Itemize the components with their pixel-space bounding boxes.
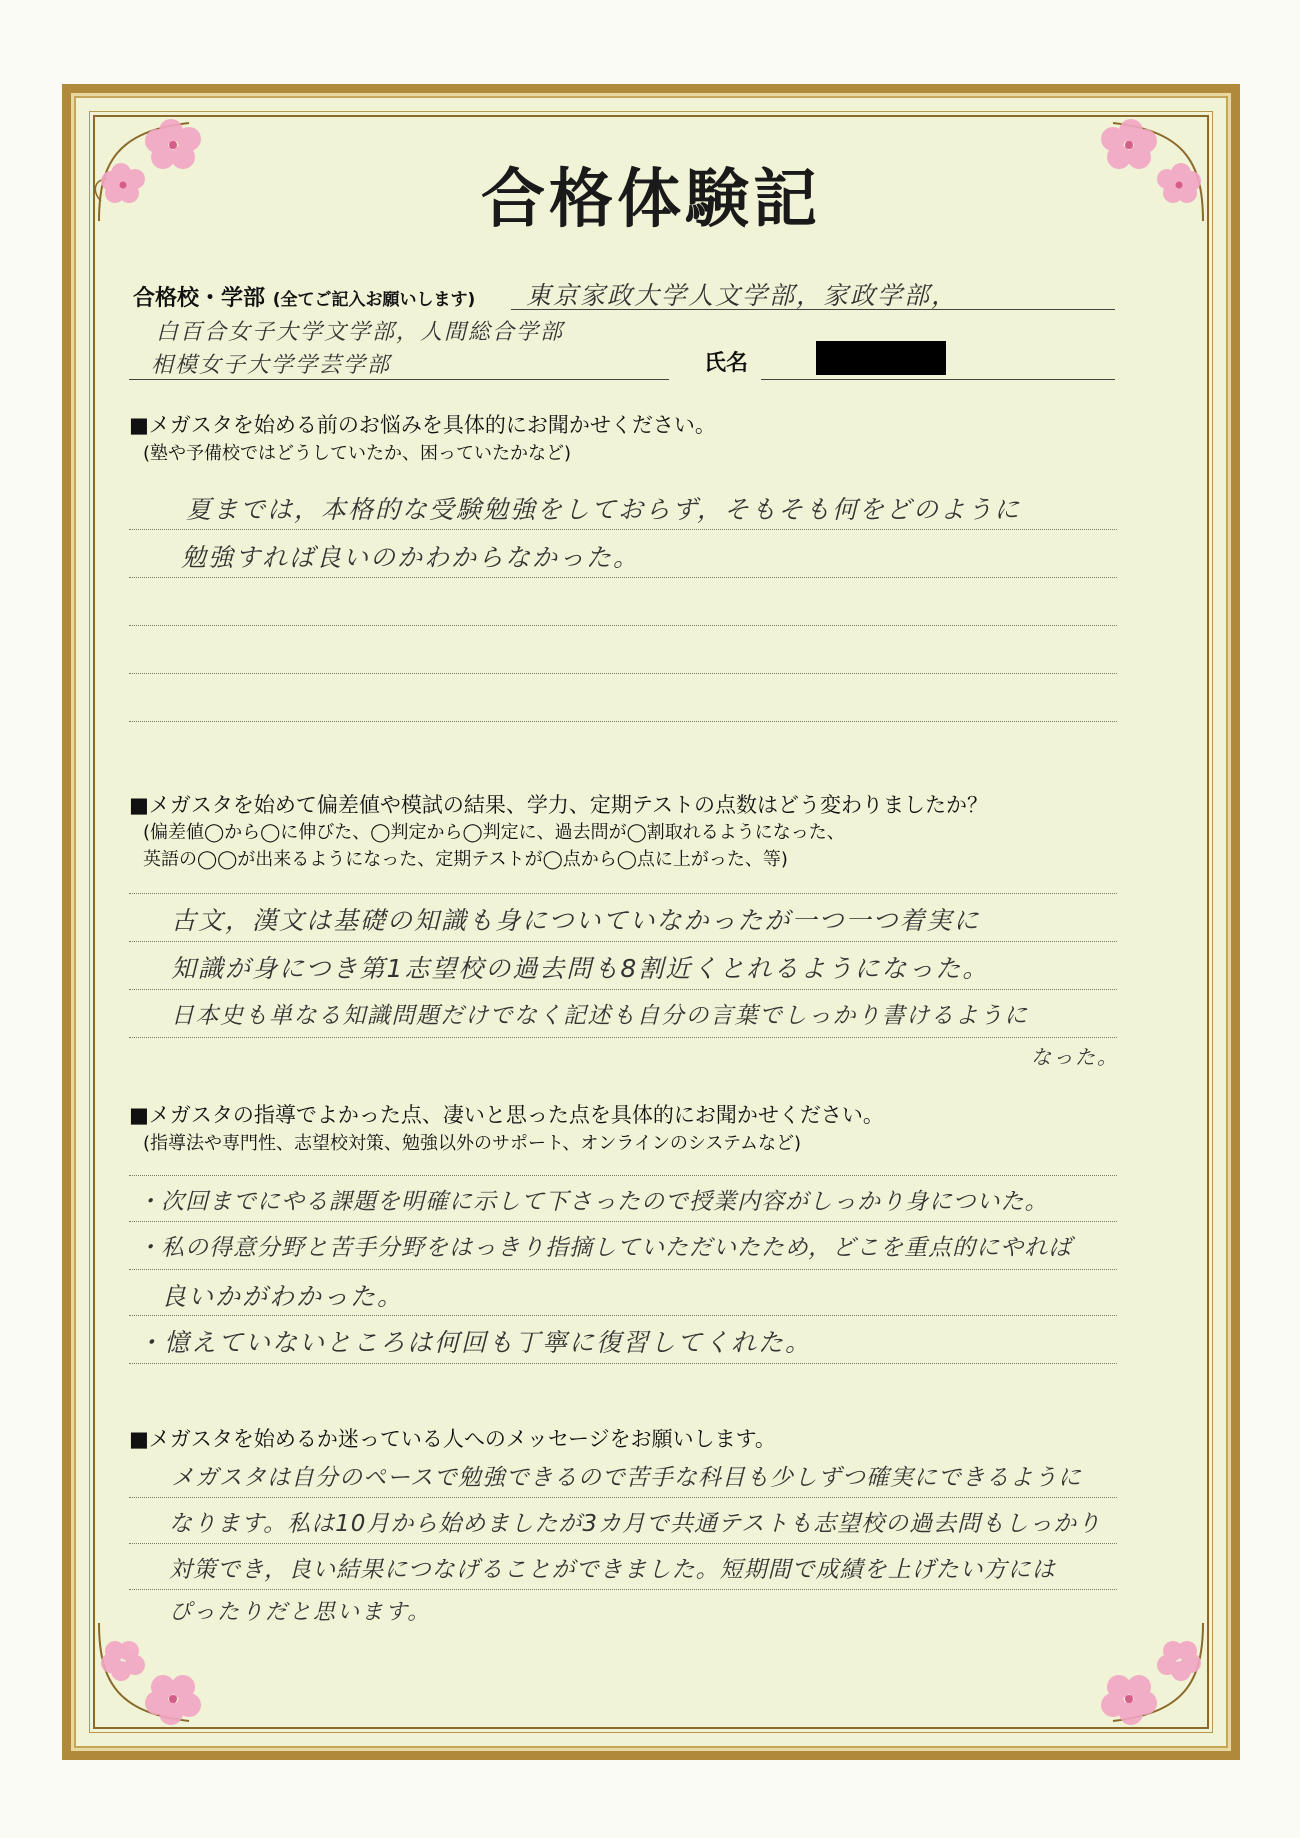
answer-line <box>129 1269 1117 1270</box>
answer-1-line-1: 夏までは，本格的な受験勉強をしておらず，そもそも何をどのように <box>186 495 1022 524</box>
redacted-name <box>816 341 946 375</box>
name-underline <box>761 379 1115 380</box>
answer-4-line-4: ぴったりだと思います。 <box>169 1600 432 1625</box>
answer-3-line-1: ・次回までにやる課題を明確に示して下さったので授業内容がしっかり身についた。 <box>137 1189 1049 1215</box>
cherry-blossom-ornament-icon <box>79 1613 209 1743</box>
answer-line <box>129 1543 1117 1544</box>
school-label-text: 合格校・学部 <box>133 286 266 311</box>
answer-line <box>129 1497 1117 1498</box>
answer-line <box>129 1589 1117 1590</box>
answer-line <box>129 893 1117 894</box>
answer-line <box>129 1037 1117 1038</box>
answer-line <box>129 1221 1117 1222</box>
answer-line <box>129 673 1117 674</box>
question-4: ■メガスタを始めるか迷っている人へのメッセージをお願いします。 <box>129 1427 776 1451</box>
answer-line <box>129 625 1117 626</box>
answer-line <box>129 1315 1117 1316</box>
school-line-3: 相模女子大学学芸学部 <box>151 353 392 378</box>
school-line-1: 東京家政大学人文学部，家政学部， <box>526 281 959 310</box>
answer-line <box>129 1175 1117 1176</box>
cherry-blossom-ornament-icon <box>1093 1613 1223 1743</box>
question-3-hint: (指導法や専門性、志望校対策、勉強以外のサポート、オンラインのシステムなど) <box>143 1133 802 1154</box>
answer-3-line-3: 良いかがわかった。 <box>161 1282 405 1311</box>
answer-2-line-1: 古文，漢文は基礎の知識も身についていなかったが一つ一つ着実に <box>171 906 981 935</box>
testimonial-form <box>62 84 1240 1760</box>
school-underline-1 <box>511 309 1115 310</box>
answer-4-line-2: なります。私は10月から始めましたが3カ月で共通テストも志望校の過去問もしっかり <box>169 1511 1102 1537</box>
answer-2-line-2: 知識が身につき第1志望校の過去問も8割近くとれるようになった。 <box>171 954 990 983</box>
answer-1-line-2: 勉強すれば良いのかわからなかった。 <box>181 543 641 572</box>
answer-line <box>129 577 1117 578</box>
school-label <box>133 281 475 312</box>
school-note: (全てご記入お願いします) <box>272 290 476 310</box>
answer-line <box>129 721 1117 722</box>
answer-2-line-3: 日本史も単なる知識問題だけでなく記述も自分の言葉でしっかり書けるように <box>171 1003 1029 1029</box>
question-1-hint: (塾や予備校ではどうしていたか、困っていたかなど) <box>143 443 572 464</box>
question-3: ■メガスタの指導でよかった点、凄いと思った点を具体的にお聞かせください。 <box>129 1103 884 1127</box>
question-1: ■メガスタを始める前のお悩みを具体的にお聞かせください。 <box>129 413 716 437</box>
answer-3-line-2: ・私の得意分野と苦手分野をはっきり指摘していただいたため，どこを重点的にやれば <box>137 1235 1073 1261</box>
school-underline-2 <box>129 379 669 380</box>
question-2: ■メガスタを始めて偏差値や模試の結果、学力、定期テストの点数はどう変わりましたか？ <box>129 793 988 817</box>
page-title: 合格体験記 <box>481 162 821 237</box>
school-line-2: 白百合女子大学文学部，人間総合学部 <box>156 320 565 345</box>
question-2-hint-1: (偏差値◯から◯に伸びた、◯判定から◯判定に、過去問が◯割取れるようになった、 <box>143 822 845 843</box>
answer-line <box>129 1363 1117 1364</box>
answer-4-line-1: メガスタは自分のペースで勉強できるので苦手な科目も少しずつ確実にできるように <box>171 1465 1082 1491</box>
answer-3-line-4: ・憶えていないところは何回も丁寧に復習してくれた。 <box>137 1328 813 1357</box>
question-2-hint-2: 英語の◯◯が出来るようになった、定期テストが◯点から◯点に上がった、等) <box>143 849 788 870</box>
answer-line <box>129 941 1117 942</box>
answer-2-line-4: なった。 <box>1031 1045 1119 1069</box>
name-label: 氏名 <box>704 351 749 376</box>
answer-line <box>129 989 1117 990</box>
answer-4-line-3: 対策でき，良い結果につなげることができました。短期間で成績を上げたい方には <box>169 1557 1056 1583</box>
answer-line <box>129 529 1117 530</box>
